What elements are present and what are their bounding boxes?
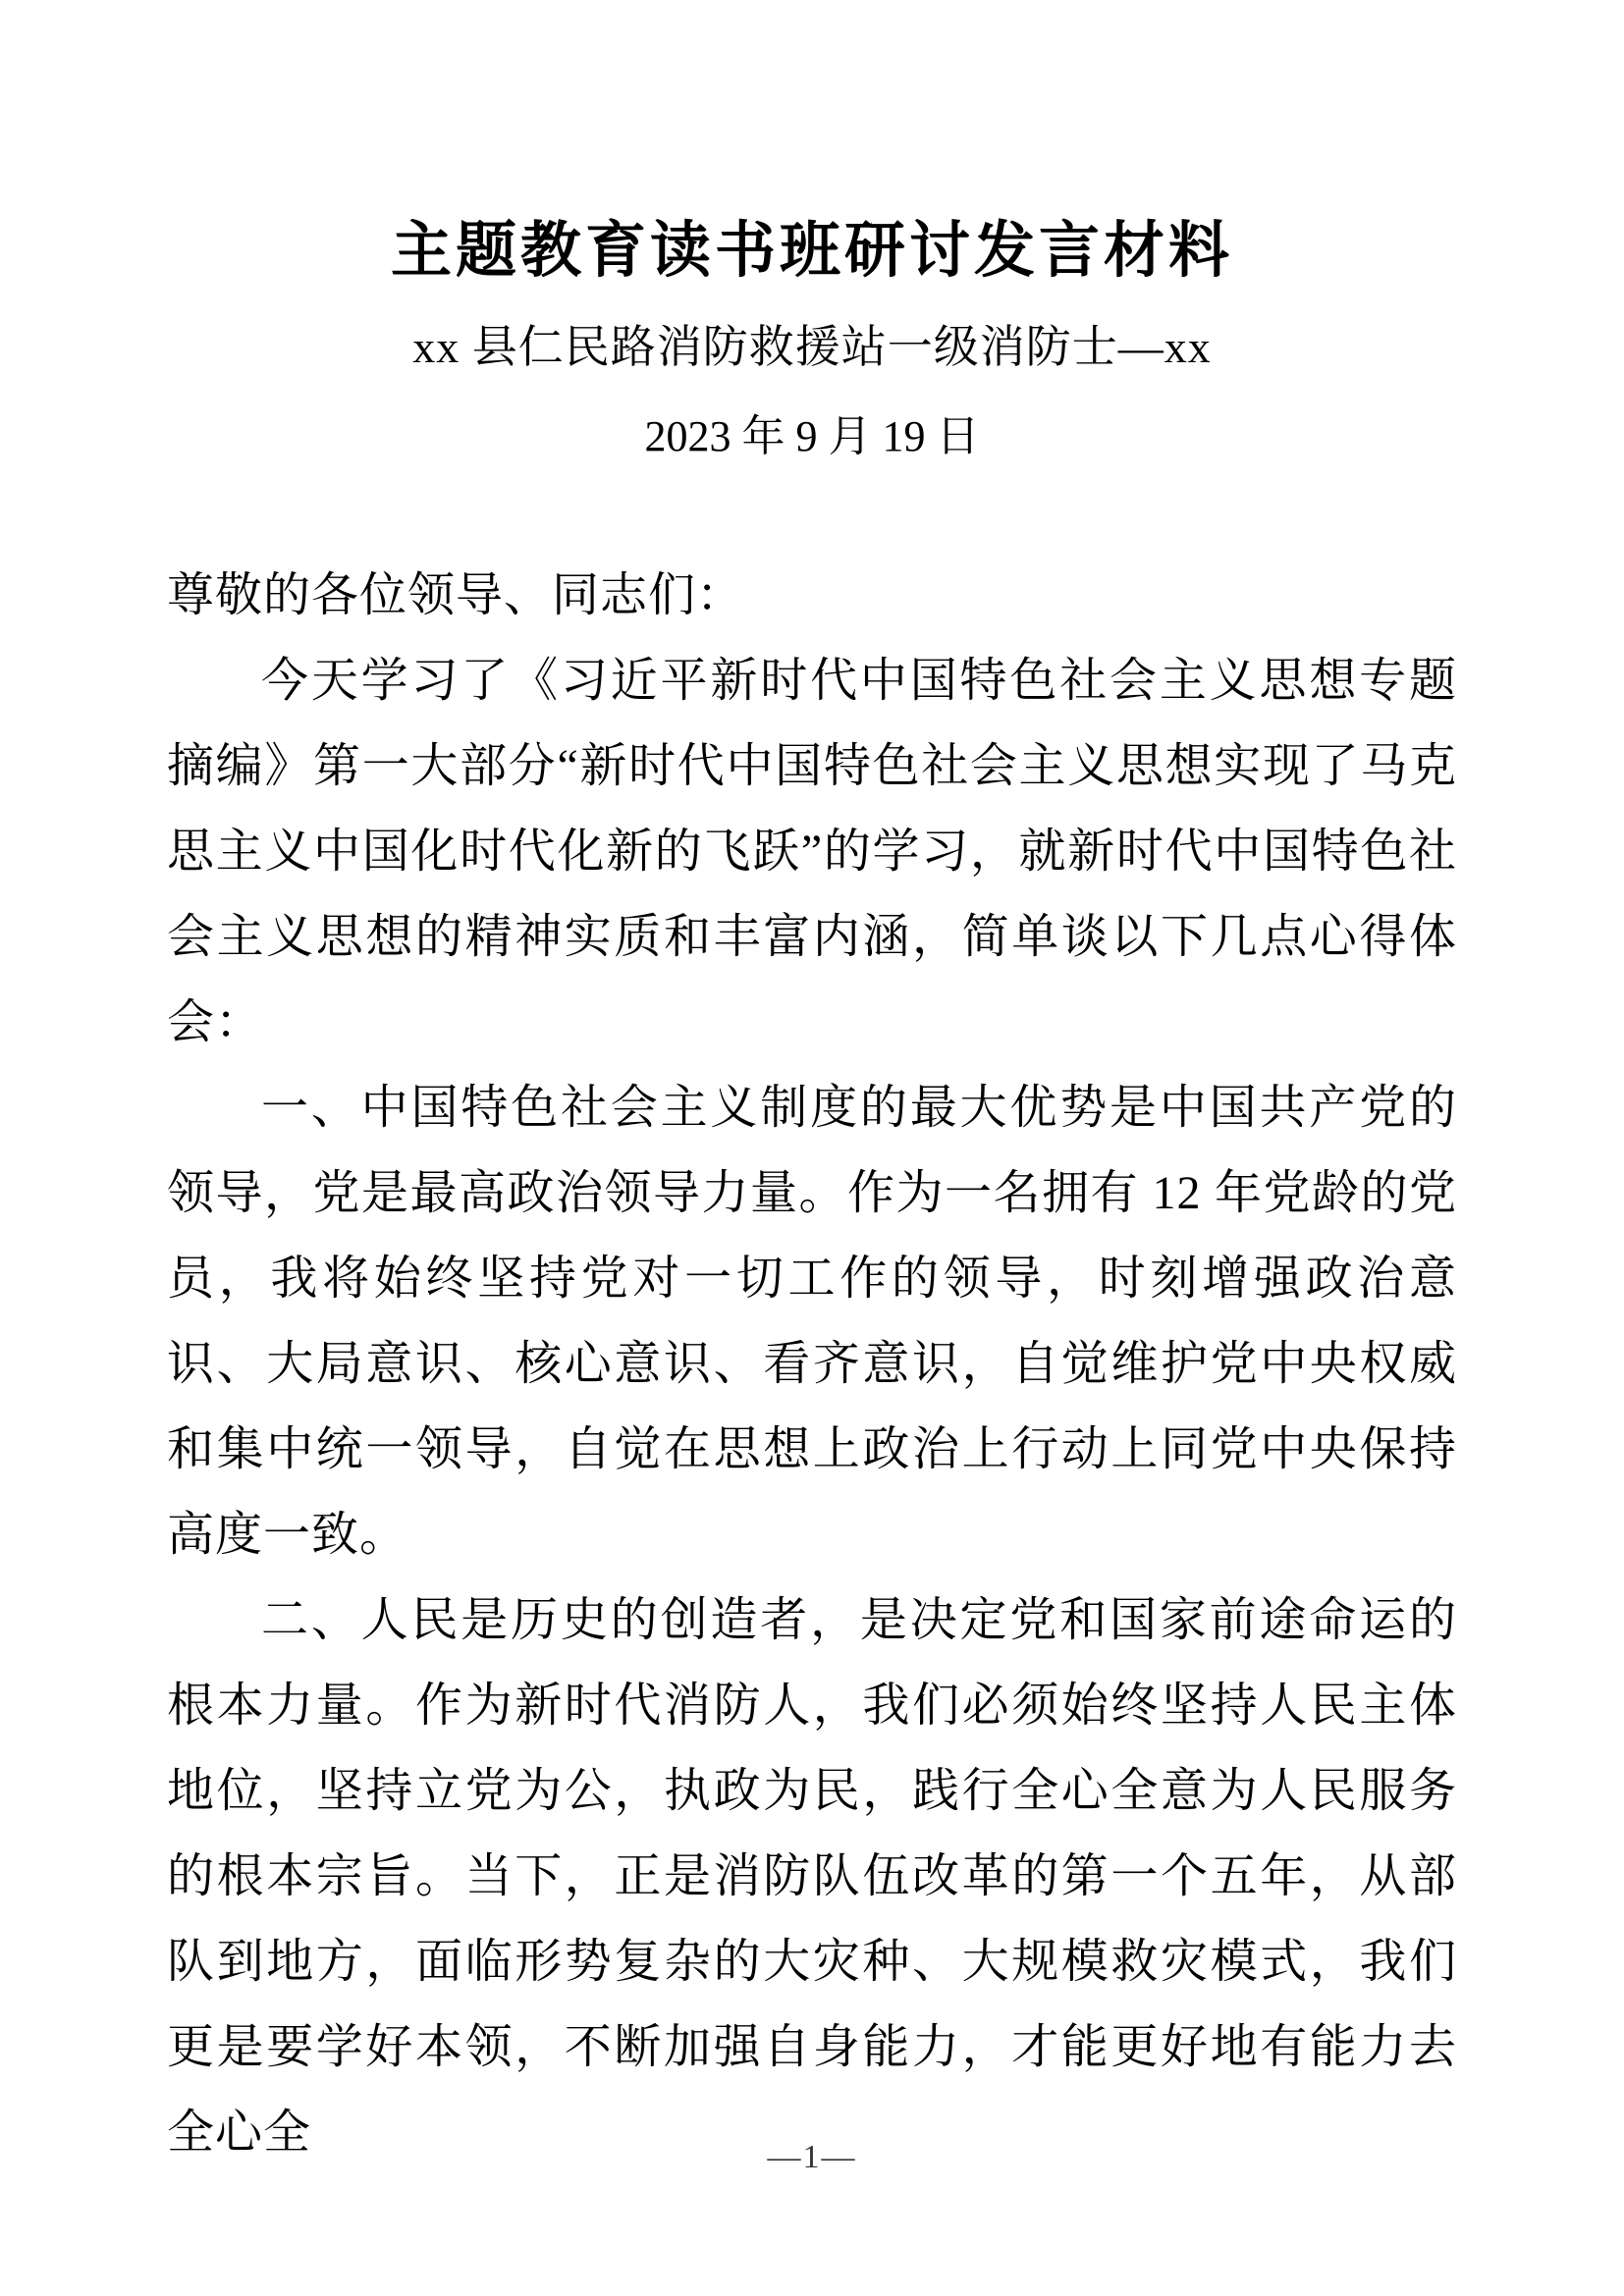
document-subtitle: xx 县仁民路消防救援站一级消防士—xx [412, 322, 1212, 372]
body-paragraph: 今天学习了《习近平新时代中国特色社会主义思想专题摘编》第一大部分“新时代中国特色社会主义思想实现了马克思主义中国化时代化新的飞跃”的学习，就新时代中国特色社会主义思想的精神实质和丰富内涵，简单谈以下几点心得体会： [167, 655, 1457, 1048]
document-body [167, 553, 1457, 2175]
document-date: 2023 年 9 月 19 日 [644, 412, 980, 460]
body-paragraph: 二、人民是历史的创造者，是决定党和国家前途命运的根本力量。作为新时代消防人，我们必须始终坚持人民主体地位，坚持立党为公，执政为民，践行全心全意为人民服务的根本宗旨。当下，正是消防队伍改革的第一个五年，从部队到地方，面临形势复杂的大灾种、大规模救灾模式，我们更是要学好本领，不断加强自身能力，才能更好地有能力去全心全 [167, 1594, 1457, 2159]
body-paragraph: 一、中国特色社会主义制度的最大优势是中国共产党的领导，党是最高政治领导力量。作为一名拥有 12 年党龄的党员，我将始终坚持党对一切工作的领导，时刻增强政治意识、大局意识、核心意识、看齐意识，自觉维护党中央权威和集中统一领导，自觉在思想上政治上行动上同党中央保持高度一致。 [167, 1082, 1457, 1561]
salutation-line: 尊敬的各位领导、同志们： [167, 569, 745, 621]
document-title: 主题教育读书班研讨发言材料 [390, 218, 1233, 285]
page-number: —1— [767, 2139, 857, 2175]
